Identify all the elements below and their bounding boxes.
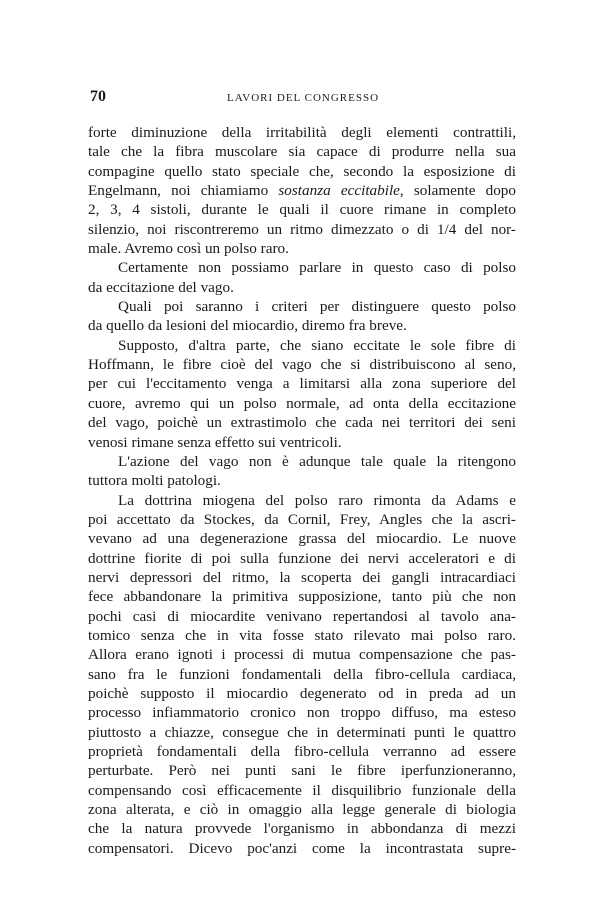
page-number: 70 — [90, 88, 106, 105]
text-line: compensando così efficacemente il disquilibrio funzionale della — [88, 781, 516, 799]
text-line: poi accettato da Stockes, da Cornil, Frey, Angles che la ascri- — [88, 510, 516, 528]
text-line: poichè supposto il miocardio degenerato od in preda ad un — [88, 684, 516, 702]
text-line: Supposto, d'altra parte, che siano eccitate le sole fibre di — [118, 336, 516, 354]
text-line: da eccitazione del vago. — [88, 278, 234, 296]
text-line: per cui l'eccitamento venga a limitarsi alla zona superiore del — [88, 375, 516, 393]
text-line: perturbate. Però nei punti sani le fibre iperfunzioneranno, — [88, 762, 516, 780]
text-line: processo infiammatorio cronico non troppo diffuso, ma esteso — [88, 704, 516, 722]
text-line: Certamente non possiamo parlare in questo caso di polso — [118, 259, 516, 277]
text-line: tomico senza che in vita fosse stato rilevato mai polso raro. — [88, 626, 516, 644]
text-line: Allora erano ignoti i processi di mutua compensazione che pas- — [88, 646, 516, 664]
text-line: da quello da lesioni del miocardio, diremo fra breve. — [88, 317, 407, 335]
text-line: proprietà fondamentali della fibro-cellula verranno ad essere — [88, 743, 516, 760]
text-line: compagine quello stato speciale che, secondo la esposizione di — [88, 162, 516, 180]
text-line: del vago, poichè un extrastimolo che cada nei territori dei seni — [88, 414, 516, 432]
page-header — [90, 88, 518, 112]
text-line: compensatori. Dicevo poc'anzi come la incontrastata supre- — [88, 839, 516, 857]
text-line: L'azione del vago non è adunque tale quale la ritengono — [118, 452, 516, 470]
text-segment: Engelmann, noi chiamiamo — [88, 182, 269, 200]
paragraph-5 — [88, 452, 516, 491]
text-line: nervi depressori del ritmo, la scoperta dei gangli intracardiaci — [88, 568, 516, 586]
text-line — [88, 181, 516, 200]
text-line: tale che la fibra muscolare sia capace di produrre nella sua — [88, 143, 516, 161]
text-line: forte diminuzione della irritabilità degli elementi contrattili, — [88, 124, 516, 141]
text-line: piuttosto a chiazze, consegue che in determinati punti le quattro — [88, 723, 516, 741]
paragraph-6 — [88, 491, 516, 859]
text-line: silenzio, noi riscontreremo un ritmo dimezzato o di 1/4 del nor- — [88, 220, 516, 238]
running-head: LAVORI DEL CONGRESSO — [227, 92, 380, 104]
text-line: Quali poi saranno i criteri per distinguere questo polso — [118, 298, 516, 316]
paragraph-1 — [88, 123, 516, 258]
text-line: pochi casi di miocardite venivano repertandosi al tavolo ana- — [88, 607, 516, 625]
text-line: dottrine fiorite di poi sulla funzione dei nervi acceleratori e di — [88, 549, 516, 567]
paragraph-3 — [88, 297, 516, 336]
text-line: tuttora molti patologi. — [88, 472, 221, 490]
text-line: venosi rimane senza effetto sui ventricoli. — [88, 433, 342, 451]
text-line: che la natura provvede l'organismo in abbondanza di mezzi — [88, 820, 516, 838]
paragraph-4 — [88, 336, 516, 452]
body-text — [88, 123, 516, 858]
text-segment: , solamente dopo — [399, 182, 516, 200]
text-line: Hoffmann, le fibre cioè del vago che si distribuiscono al seno, — [88, 356, 516, 374]
text-line: sano fra le funzioni fondamentali della fibro-cellula cardiaca, — [88, 665, 516, 683]
text-line: La dottrina miogena del polso raro rimonta da Adams e — [118, 491, 516, 509]
italic-term: sostanza eccitabile — [278, 182, 400, 200]
paragraph-2 — [88, 258, 516, 297]
text-line: fece abbandonare la primitiva supposizione, tanto più che non — [88, 588, 516, 606]
text-line: 2, 3, 4 sistoli, durante le quali il cuore rimane in completo — [88, 201, 516, 219]
text-line: zona alterata, e ciò in omaggio alla legge generale di biologia — [88, 801, 516, 819]
text-line: male. Avremo così un polso raro. — [88, 240, 289, 258]
text-line: vevano ad una degenerazione grassa del miocardio. Le nuove — [88, 530, 516, 548]
text-line: cuore, avremo qui un polso normale, ad onta della eccitazione — [88, 394, 516, 412]
